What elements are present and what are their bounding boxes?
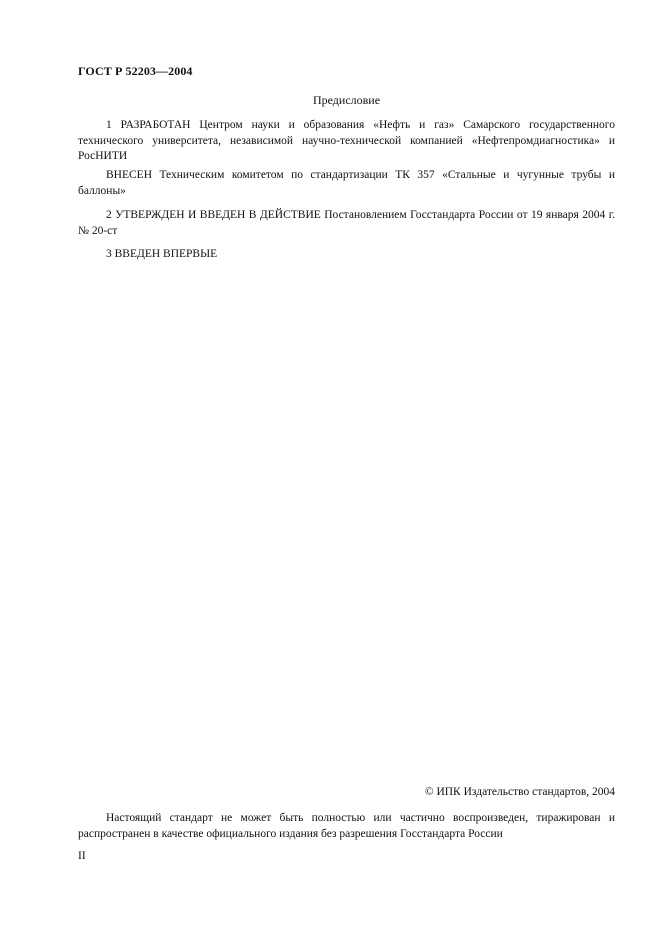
paragraph-developed-by: 1 РАЗРАБОТАН Центром науки и образования «Нефть и газ» Самарского государственного технического университета, независимой научно-технической компанией «Нефтепромдиагностика» и РосНИТИ (78, 119, 615, 162)
document-code: ГОСТ Р 52203—2004 (78, 64, 193, 78)
paragraph-first-introduced: 3 ВВЕДЕН ВПЕРВЫЕ (106, 248, 218, 260)
paragraph-approved: 2 УТВЕРЖДЕН И ВВЕДЕН В ДЕЙСТВИЕ Постановлением Госстандарта России от 19 января 2004 г. № 20-ст (78, 209, 615, 237)
section-title: Предисловие (312, 93, 381, 107)
paragraph-introduced-by: ВНЕСЕН Техническим комитетом по стандартизации ТК 357 «Стальные и чугунные трубы и баллоны» (78, 169, 615, 197)
copyright-notice: © ИПК Издательство стандартов, 2004 (424, 786, 615, 798)
reproduction-notice: Настоящий стандарт не может быть полностью или частично воспроизведен, тиражирован и распространен в качестве официального издания без разрешения Госстандарта России (78, 812, 615, 840)
page-number: II (78, 850, 86, 862)
